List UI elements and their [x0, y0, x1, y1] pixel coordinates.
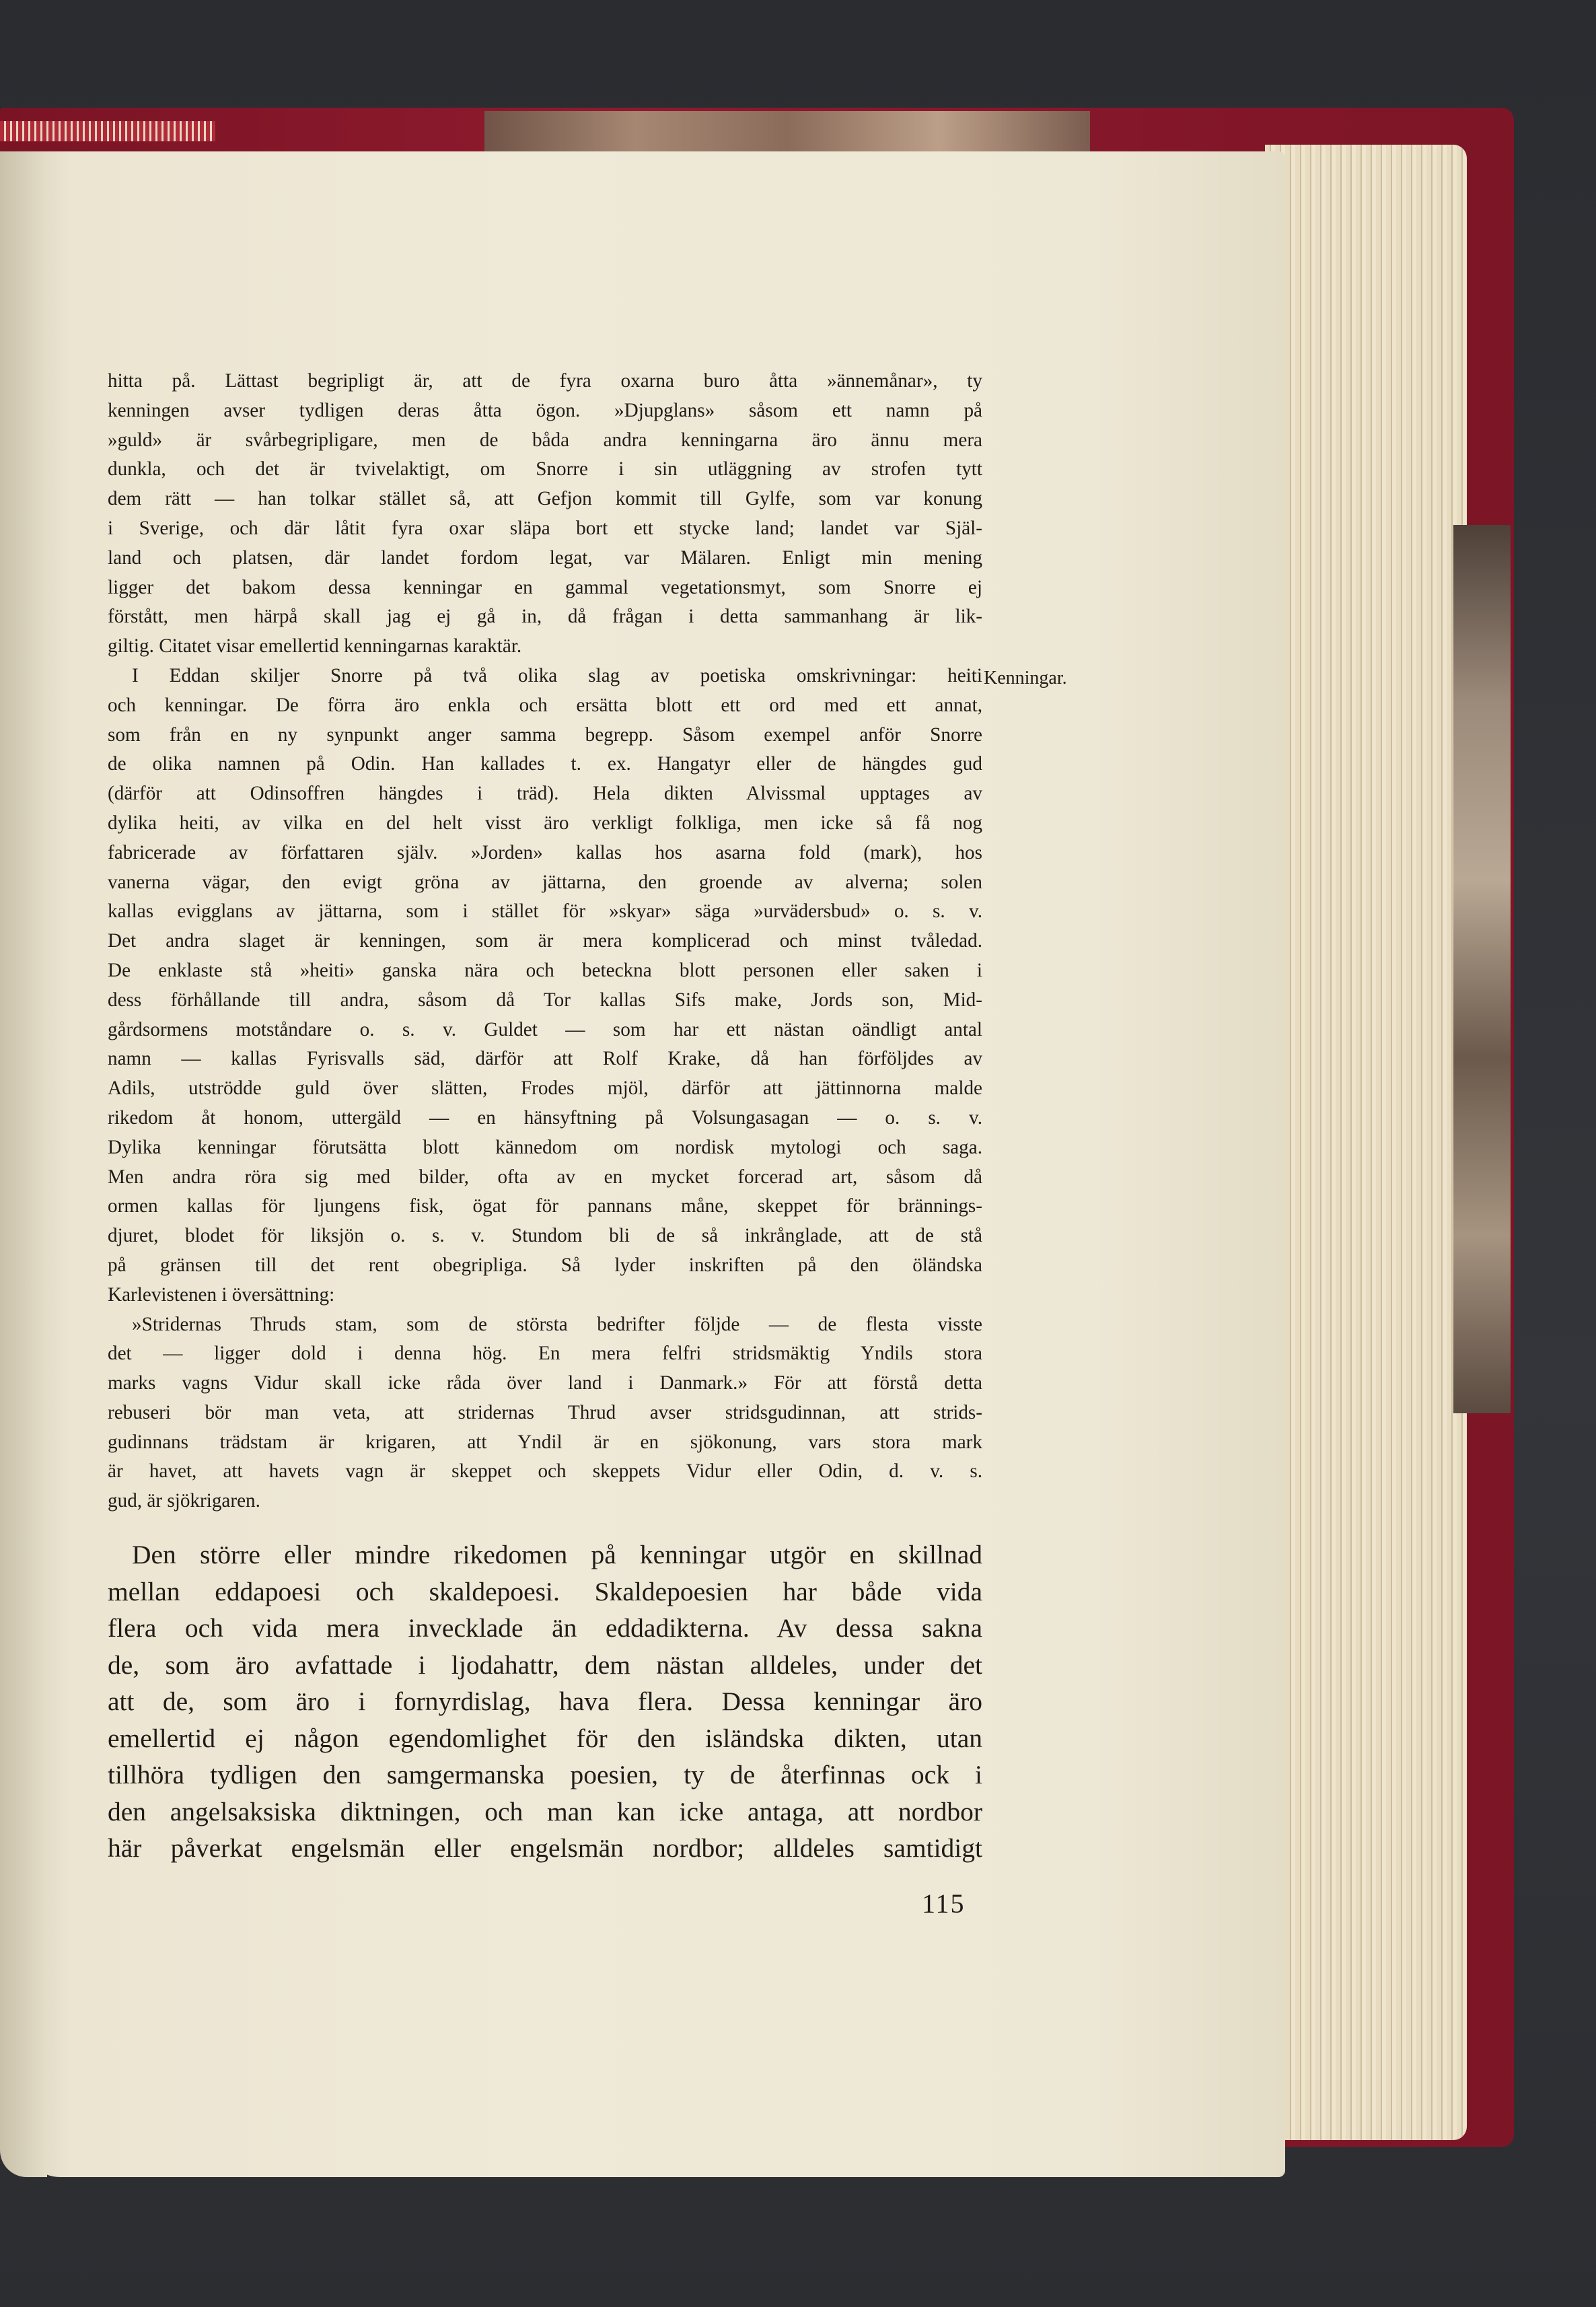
text-line: dunkla, och det är tvivelaktigt, om Snorre i sin utläggning av strofen tytt: [108, 458, 982, 481]
text-line: hitta på. Lättast begripligt är, att de fyra oxarna buro åtta »ännemånar», ty: [108, 370, 982, 392]
text-line: gudinnans trädstam är krigaren, att Yndil är en sjökonung, vars stora mark: [108, 1431, 982, 1453]
text-line: och kenningar. De förra äro enkla och ersätta blott ett ord med ett annat,: [108, 694, 982, 716]
gutter-shadow: [0, 151, 47, 2177]
text-line: mellan eddapoesi och skaldepoesi. Skaldepoesien har både vida: [108, 1576, 982, 1606]
text-line: gårdsormens motståndare o. s. v. Guldet — som har ett nästan oändligt antal: [108, 1018, 982, 1040]
text-line: ormen kallas för ljungens fisk, ögat för pannans måne, skeppet för brännings-: [108, 1195, 982, 1217]
marbled-fore-edge: [1453, 525, 1511, 1413]
text-line: (därför att Odinsoffren hängdes i träd). Hela dikten Alvissmal upptages av: [108, 783, 982, 805]
text-line: på gränsen till det rent obegripliga. Så lyder inskriften på den öländska: [108, 1254, 982, 1276]
page-edges: [1265, 145, 1467, 2140]
text-line: den angelsaksiska diktningen, och man kan icke antaga, att nordbor: [108, 1796, 982, 1826]
text-line: »Stridernas Thruds stam, som de största bedrifter följde — de flesta visste: [132, 1313, 982, 1335]
text-line: vanerna vägar, den evigt gröna av jättarna, den groende av alverna; solen: [108, 871, 982, 893]
text-line: Den större eller mindre rikedomen på kenningar utgör en skillnad: [132, 1540, 982, 1569]
text-line: djuret, blodet för liksjön o. s. v. Stundom bli de så inkrånglade, att de stå: [108, 1225, 982, 1247]
text-line: de, som äro avfattade i ljodahattr, dem nästan alldeles, under det: [108, 1649, 982, 1680]
text-line: Dylika kenningar förutsätta blott kännedom om nordisk mytologi och saga.: [108, 1136, 982, 1158]
text-line: rikedom åt honom, uttergäld — en hänsyftning på Volsungasagan — o. s. v.: [108, 1106, 982, 1129]
text-line: flera och vida mera invecklade än eddadikterna. Av dessa sakna: [108, 1613, 982, 1643]
text-line: dem rätt — han tolkar stället så, att Gefjon kommit till Gylfe, som var konung: [108, 488, 982, 510]
text-line: kallas evigglans av jättarna, som i stället för »skyar» säga »urvädersbud» o. s. v.: [108, 900, 982, 923]
text-line: som från en ny synpunkt anger samma begrepp. Såsom exempel anför Snorre: [108, 723, 982, 746]
text-line: här påverkat engelsmän eller engelsmän nordbor; alldeles samtidigt: [108, 1833, 982, 1863]
text-line: I Eddan skiljer Snorre på två olika slag av poetiska omskrivningar: heiti: [132, 664, 982, 686]
text-line: dess förhållande till andra, såsom då Tor kallas Sifs make, Jords son, Mid-: [108, 989, 982, 1011]
text-line: de olika namnen på Odin. Han kallades t. ex. Hangatyr eller de hängdes gud: [108, 753, 982, 775]
text-line: emellertid ej någon egendomlighet för den isländska dikten, utan: [108, 1723, 982, 1753]
text-line: det — ligger dold i denna hög. En mera felfri stridsmäktig Yndils stora: [108, 1343, 982, 1365]
page-number: 115: [922, 1888, 966, 1919]
text-line: giltig. Citatet visar emellertid kenningarnas karaktär.: [108, 635, 522, 658]
text-line: kenningen avser tydligen deras åtta ögon. »Djupglans» såsom ett namn på: [108, 399, 982, 421]
text-line: i Sverige, och där låtit fyra oxar släpa bort ett stycke land; landet var Själ-: [108, 517, 982, 539]
cover-spine-band: [0, 121, 215, 141]
body-text-large: [108, 1536, 982, 1867]
text-line: »guld» är svårbegripligare, men de båda andra kenningarna äro ännu mera: [108, 429, 982, 451]
text-line: Det andra slaget är kenningen, som är mera komplicerad och minst tvåledad.: [108, 930, 982, 952]
text-line: dylika heiti, av vilka en del helt visst äro verkligt folkliga, men icke så få nog: [108, 812, 982, 834]
text-line: land och platsen, där landet fordom legat, var Mälaren. Enligt min mening: [108, 546, 982, 569]
text-line: Karlevistenen i översättning:: [108, 1283, 335, 1306]
text-line: De enklaste stå »heiti» ganska nära och beteckna blott personen eller saken i: [108, 959, 982, 981]
text-line: Adils, utströdde guld över slätten, Frodes mjöl, därför att jättinnorna malde: [108, 1077, 982, 1100]
text-line: namn — kallas Fyrisvalls säd, därför att Rolf Krake, då han förföljdes av: [108, 1048, 982, 1070]
margin-note: Kenningar.: [984, 668, 1067, 688]
text-line: fabricerade av författaren själv. »Jorden» kallas hos asarna fold (mark), hos: [108, 841, 982, 863]
text-line: ligger det bakom dessa kenningar en gammal vegetationsmyt, som Snorre ej: [108, 576, 982, 598]
text-line: Men andra röra sig med bilder, ofta av en mycket forcerad art, såsom då: [108, 1166, 982, 1188]
text-line: förstått, men härpå skall jag ej gå in, då frågan i detta sammanhang är lik-: [108, 606, 982, 628]
text-line: att de, som äro i fornyrdislag, hava flera. Dessa kenningar äro: [108, 1687, 982, 1716]
text-line: marks vagns Vidur skall icke råda över land i Danmark.» För att förstå detta: [108, 1372, 982, 1394]
text-line: rebuseri bör man veta, att stridernas Thrud avser stridsgudinnan, att strids-: [108, 1401, 982, 1423]
body-text-small: [108, 367, 982, 1516]
text-line: gud, är sjökrigaren.: [108, 1490, 260, 1512]
text-line: tillhöra tydligen den samgermanska poesien, ty de återfinnas ock i: [108, 1760, 982, 1789]
text-line: är havet, att havets vagn är skeppet och skeppets Vidur eller Odin, d. v. s.: [108, 1460, 982, 1483]
